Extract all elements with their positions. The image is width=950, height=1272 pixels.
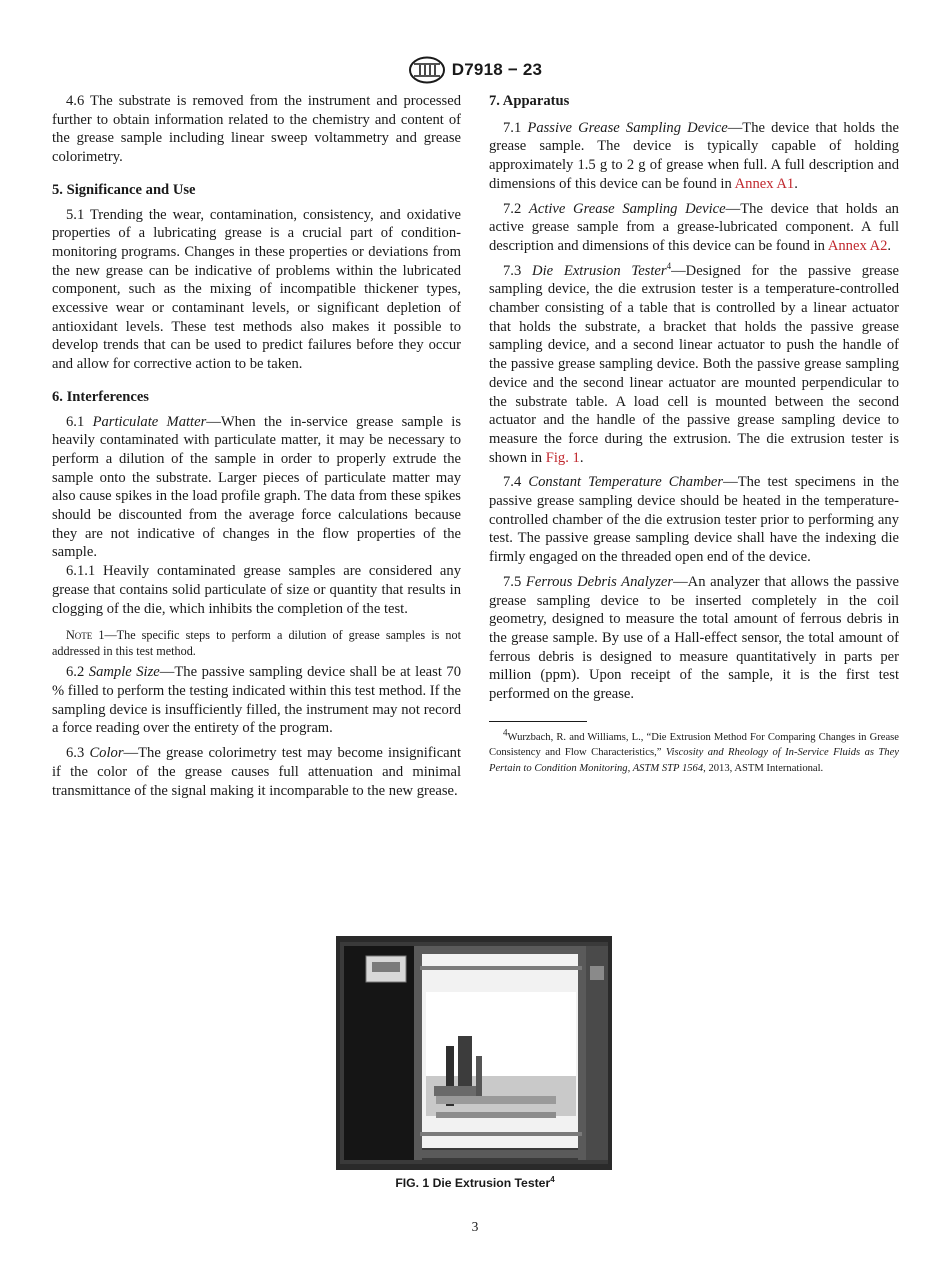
clause-term: Sample Size bbox=[88, 664, 160, 681]
note-label: Note 1 bbox=[66, 628, 105, 643]
left-column bbox=[52, 92, 461, 800]
clause-term: Active Grease Sampling Device bbox=[528, 200, 726, 217]
annex-a2-link[interactable]: Annex A2 bbox=[827, 237, 888, 254]
clause-text: —The grease colorimetry test may become insignificant if the color of the grease causes full attenuation and minimal transmittance of the signal making it incomparable to the new grease. bbox=[52, 745, 462, 799]
clause-term: Die Extrusion Tester bbox=[532, 262, 667, 279]
clause-number: 6.1 bbox=[66, 413, 85, 430]
document-id: D7918 − 23 bbox=[451, 60, 543, 79]
footnote-italic: Viscosity and Rheology of In-Service Fluids as They Pertain to Condition Monitoring, ASTM STP 1564 bbox=[489, 747, 900, 774]
die-extrusion-tester-photo bbox=[336, 936, 612, 1170]
clause-number: 6.3 bbox=[66, 745, 85, 762]
footnote-ref[interactable]: 4 bbox=[666, 260, 672, 271]
clause-term: Color bbox=[89, 745, 124, 762]
paragraph-6-3 bbox=[52, 744, 461, 800]
paragraph-6-2 bbox=[52, 663, 461, 738]
paragraph-7-3: 7.3 Die Extrusion Tester$^4$—Designed for the passive grease sampling device, the die extrusion tester is a temperature-controlled chamber consisting of a table that is controlled by a linear actuator that holds the substrate, a bracket that holds the passive grease sampling device, and a second linear actuator to push the handle of the passive grease sampling device. Both the passive grease sampling device and the second linear actuator are mounted perpendicular to the substrate table. A load cell is mounted between the second actuator and the handle of the passive grease sampling device to measure the force during the extrusion. The die extrusion tester is shown in Fig. 1. bbox=[489, 260, 899, 466]
paragraph-4-6: 4.6 The substrate is removed from the instrument and processed further to obtain information related to the chemistry and content of the grease sample including linear sweep voltammetry and grease colorimetry. bbox=[52, 93, 461, 166]
paragraph-6-1-1: 6.1.1 Heavily contaminated grease samples are considered any grease that contains solid particulate of size or quantity that results in clogging of the die, which inhibits the completion of the test. bbox=[52, 563, 461, 617]
clause-term: Particulate Matter bbox=[92, 413, 207, 430]
fig-1-link[interactable]: Fig. 1 bbox=[545, 449, 580, 466]
footnote-divider bbox=[489, 721, 587, 722]
footnote-text-end: , 2013, ASTM International. bbox=[703, 762, 824, 774]
footnote-text: Wurzbach, R. and Williams, L., “Die Extrusion Method For Comparing Changes in Grease Consistency and Flow Characteristics,” bbox=[489, 731, 899, 759]
astm-logo-icon bbox=[408, 56, 446, 84]
clause-term: Ferrous Debris Analyzer bbox=[525, 573, 674, 590]
clause-term: Passive Grease Sampling Device bbox=[527, 119, 728, 136]
note-text: —The specific steps to perform a dilution of grease samples is not addressed in this test method. bbox=[52, 628, 461, 658]
clause-text: —The test specimens in the passive grease sampling device should be heated in the temperature-controlled chamber of the die extrusion tester prior to performing any test. The passive grease sampling device shall have the indexing die firmly engaged on the threaded open end of the device. bbox=[489, 474, 899, 566]
clause-number: 7.1 bbox=[503, 119, 522, 136]
page-header bbox=[0, 56, 950, 84]
paragraph-7-1: 7.1 Passive Grease Sampling Device—The device that holds the grease sample. The device is typically capable of holding approximately 1.5 g to 2 g of grease when full. A full description and dimensions of this device can be found in Annex A1. bbox=[489, 119, 899, 192]
annex-a1-link[interactable]: Annex A1 bbox=[734, 175, 795, 192]
caption-text: FIG. 1 Die Extrusion Tester bbox=[395, 1176, 551, 1190]
paragraph-7-4 bbox=[489, 473, 899, 567]
clause-text: —Designed for the passive grease sampling device, the die extrusion tester is a temperature-controlled chamber consisting of a table that is controlled by a linear actuator that holds the substrate, a bracket that holds the passive grease sampling device, and a second linear actuator to push the handle of the passive grease sampling device. Both the passive grease sampling device and the second linear actuator are mounted perpendicular to the substrate table. A load cell is mounted between the second actuator and the handle of the passive grease sampling device to measure the force during the extrusion. The die extrusion tester is shown in bbox=[489, 262, 899, 466]
caption-footnote-ref: 4 bbox=[550, 1174, 555, 1184]
paragraph-7-2: 7.2 Active Grease Sampling Device—The device that holds an active grease sample from a grease-lubricated component. A full description and dimensions of this device can be found in Annex A2. bbox=[489, 200, 899, 254]
clause-text: —The device that holds the grease sample. The device is typically capable of holding approximately 1.5 g to 2 g of grease when full. A full description and dimensions of this device can be found in bbox=[489, 119, 899, 192]
clause-text: —The device that holds an active grease sample from a grease-lubricated component. A full description and dimensions of this device can be found in bbox=[489, 200, 899, 254]
clause-number: 7.5 bbox=[503, 573, 522, 590]
paragraph-6-1 bbox=[52, 413, 461, 563]
clause-term: Constant Temperature Chamber bbox=[528, 474, 724, 491]
clause-number: 7.2 bbox=[503, 200, 522, 217]
paragraph-5-1: 5.1 Trending the wear, contamination, consistency, and oxidative properties of a lubricating grease is a crucial part of condition-monitoring programs. Changes in these properties or deviations from the new grease can be indicative of problems within the lubricated component, such as the mixing of incompatible thickener types, excessive wear or contaminant levels, or significant depletion of antioxidant levels. These test methods also makes it possible to develop trends that can be used to predict failures before they occur and allow for corrective action to be taken. bbox=[52, 206, 461, 373]
right-column bbox=[489, 92, 899, 776]
clause-number: 7.4 bbox=[503, 474, 522, 491]
section-7-heading: 7. Apparatus bbox=[489, 93, 570, 109]
figure-caption bbox=[0, 1176, 950, 1190]
footnote-4 bbox=[489, 727, 900, 776]
clause-number: 7.3 bbox=[503, 262, 522, 279]
paragraph-7-5 bbox=[489, 573, 899, 704]
clause-text: —An analyzer that allows the passive grease sampling device to be inserted completely in the coil geometry, designed to measure the total amount of ferrous debris in the grease sample. By use of a Hall-effect sensor, the total amount of ferrous debris is designed to measure quantitatively in parts per million (ppm). Upon receipt of the sample, it is the first test performed on the grease. bbox=[489, 573, 900, 703]
clause-text: —When the in-service grease sample is heavily contaminated with particulate matter, it may be necessary to perform a dilution of the sample in order to properly extrude the sample onto the substrate. Larger pieces of particulate matter may also cause spikes in the load profile graph. The data from these spikes should be discounted from the average force calculations because they are not indicative of changes in the flow properties of the sample. bbox=[52, 413, 462, 561]
clause-number: 6.2 bbox=[66, 664, 85, 681]
page-number: 3 bbox=[471, 1219, 479, 1234]
section-5-heading: 5. Significance and Use bbox=[52, 181, 196, 198]
clause-text: —The passive sampling device shall be at least 70 % filled to perform the testing indicated within this test method. If the sampling device is insufficiently filled, the instrument may not record a force reading over the entirety of the program. bbox=[52, 664, 461, 737]
note-1 bbox=[52, 628, 461, 659]
section-6-heading: 6. Interferences bbox=[52, 388, 149, 405]
footnote-number: 4 bbox=[503, 727, 508, 738]
